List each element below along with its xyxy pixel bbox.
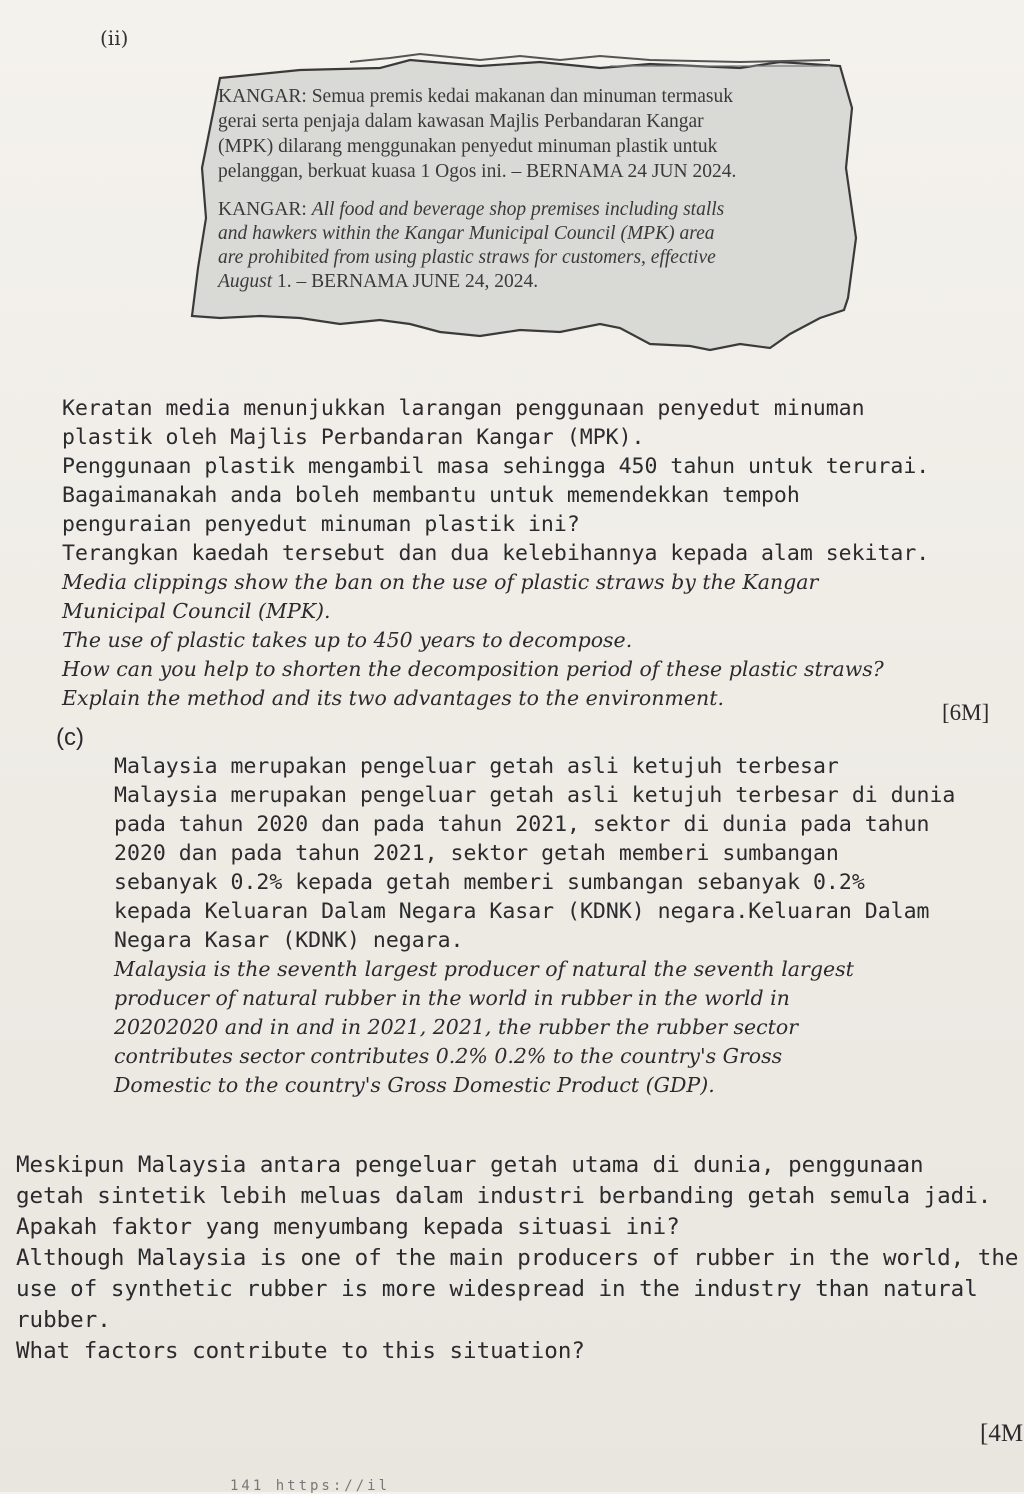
part-c-malay-line: Malaysia merupakan pengeluar getah asli ketujuh terbesar [114, 754, 839, 779]
question-c-line: use of synthetic rubber is more widespread in the industry than natural [16, 1276, 978, 1302]
part-c-english-line: 20202020 and in and in 2021, 2021, the rubber the rubber sector [114, 1015, 799, 1039]
question-ii-malay-line: Keratan media menunjukkan larangan penggunaan penyedut minuman [62, 396, 865, 421]
clipping-english-tail: 1. – BERNAMA JUNE 24, 2024. [272, 271, 539, 292]
part-c-english-line: Domestic to the country's Gross Domestic Product (GDP). [114, 1073, 715, 1097]
part-c-english-line: Malaysia is the seventh largest producer of natural the seventh largest [114, 957, 854, 981]
question-ii-english-line: Municipal Council (MPK). [62, 599, 331, 623]
news-clipping [180, 48, 870, 368]
marks-4m: [4M [980, 1420, 1024, 1447]
question-ii-malay-line: plastik oleh Majlis Perbandaran Kangar (MPK). [62, 425, 645, 450]
clipping-english-lead: KANGAR: [218, 199, 312, 220]
question-ii-malay-line: penguraian penyedut minuman plastik ini? [62, 512, 580, 537]
part-c-malay-line: Malaysia merupakan pengeluar getah asli ketujuh terbesar di dunia [114, 783, 956, 808]
clipping-english-line: August [218, 271, 273, 292]
question-c-line: Apakah faktor yang menyumbang kepada situasi ini? [16, 1214, 680, 1240]
question-c-line: Although Malaysia is one of the main producers of rubber in the world, the [16, 1245, 1019, 1271]
question-ii-english-line: Media clippings show the ban on the use of plastic straws by the Kangar [62, 570, 819, 594]
part-c-english-line: producer of natural rubber in the world in rubber in the world in [114, 986, 790, 1010]
question-ii-english-line: The use of plastic takes up to 450 years to decompose. [62, 628, 633, 652]
clipping-malay-text [218, 84, 848, 184]
clipping-english-line: and hawkers within the Kangar Municipal Council (MPK) area [218, 223, 715, 244]
question-c-line: What factors contribute to this situation? [16, 1338, 585, 1364]
clipping-english-line: All food and beverage shop premises including stalls [311, 199, 725, 220]
question-c-line: getah sintetik lebih meluas dalam industri berbanding getah semula jadi. [16, 1183, 992, 1209]
clipping-english-text [218, 198, 848, 294]
clipping-malay-line: (MPK) dilarang menggunakan penyedut minuman plastik untuk [218, 136, 718, 157]
part-c-malay-line: pada tahun 2020 dan pada tahun 2021, sektor di dunia pada tahun [114, 812, 930, 837]
question-ii-malay-line: Penggunaan plastik mengambil masa sehingga 450 tahun untuk terurai. [62, 454, 930, 479]
section-label-c: (c) [56, 724, 84, 751]
part-c-malay-line: 2020 dan pada tahun 2021, sektor getah memberi sumbangan [114, 841, 839, 866]
question-c-line: Meskipun Malaysia antara pengeluar getah utama di dunia, penggunaan [16, 1152, 924, 1178]
page-footer: 141 https://il [230, 1478, 391, 1494]
part-c-malay-line: kepada Keluaran Dalam Negara Kasar (KDNK) negara.Keluaran Dalam [114, 899, 930, 924]
part-c-malay-line: sebanyak 0.2% kepada getah memberi sumbangan sebanyak 0.2% [114, 870, 865, 895]
clipping-english-line: are prohibited from using plastic straws for customers, effective [218, 247, 716, 268]
part-c-paragraph [114, 752, 955, 1100]
question-c [16, 1150, 1018, 1367]
question-ii-english-line: Explain the method and its two advantages to the environment. [62, 686, 724, 710]
question-ii-english-line: How can you help to shorten the decomposition period of these plastic straws? [62, 657, 884, 681]
clipping-malay-line: pelanggan, berkuat kuasa 1 Ogos ini. – BERNAMA 24 JUN 2024. [218, 161, 737, 182]
clipping-malay-line: KANGAR: Semua premis kedai makanan dan minuman termasuk [218, 86, 734, 107]
question-ii-malay-line: Bagaimanakah anda boleh membantu untuk memendekkan tempoh [62, 483, 800, 508]
part-c-malay-line: Negara Kasar (KDNK) negara. [114, 928, 464, 953]
question-ii-malay-line: Terangkan kaedah tersebut dan dua kelebihannya kepada alam sekitar. [62, 541, 930, 566]
part-c-english-line: contributes sector contributes 0.2% 0.2% to the country's Gross [114, 1044, 783, 1068]
clipping-malay-line: gerai serta penjaja dalam kawasan Majlis Perbandaran Kangar [218, 111, 704, 132]
question-c-line: rubber. [16, 1307, 111, 1333]
marks-6m: [6M] [942, 700, 990, 725]
question-ii [62, 394, 929, 713]
section-label-ii: (ii) [100, 26, 129, 50]
